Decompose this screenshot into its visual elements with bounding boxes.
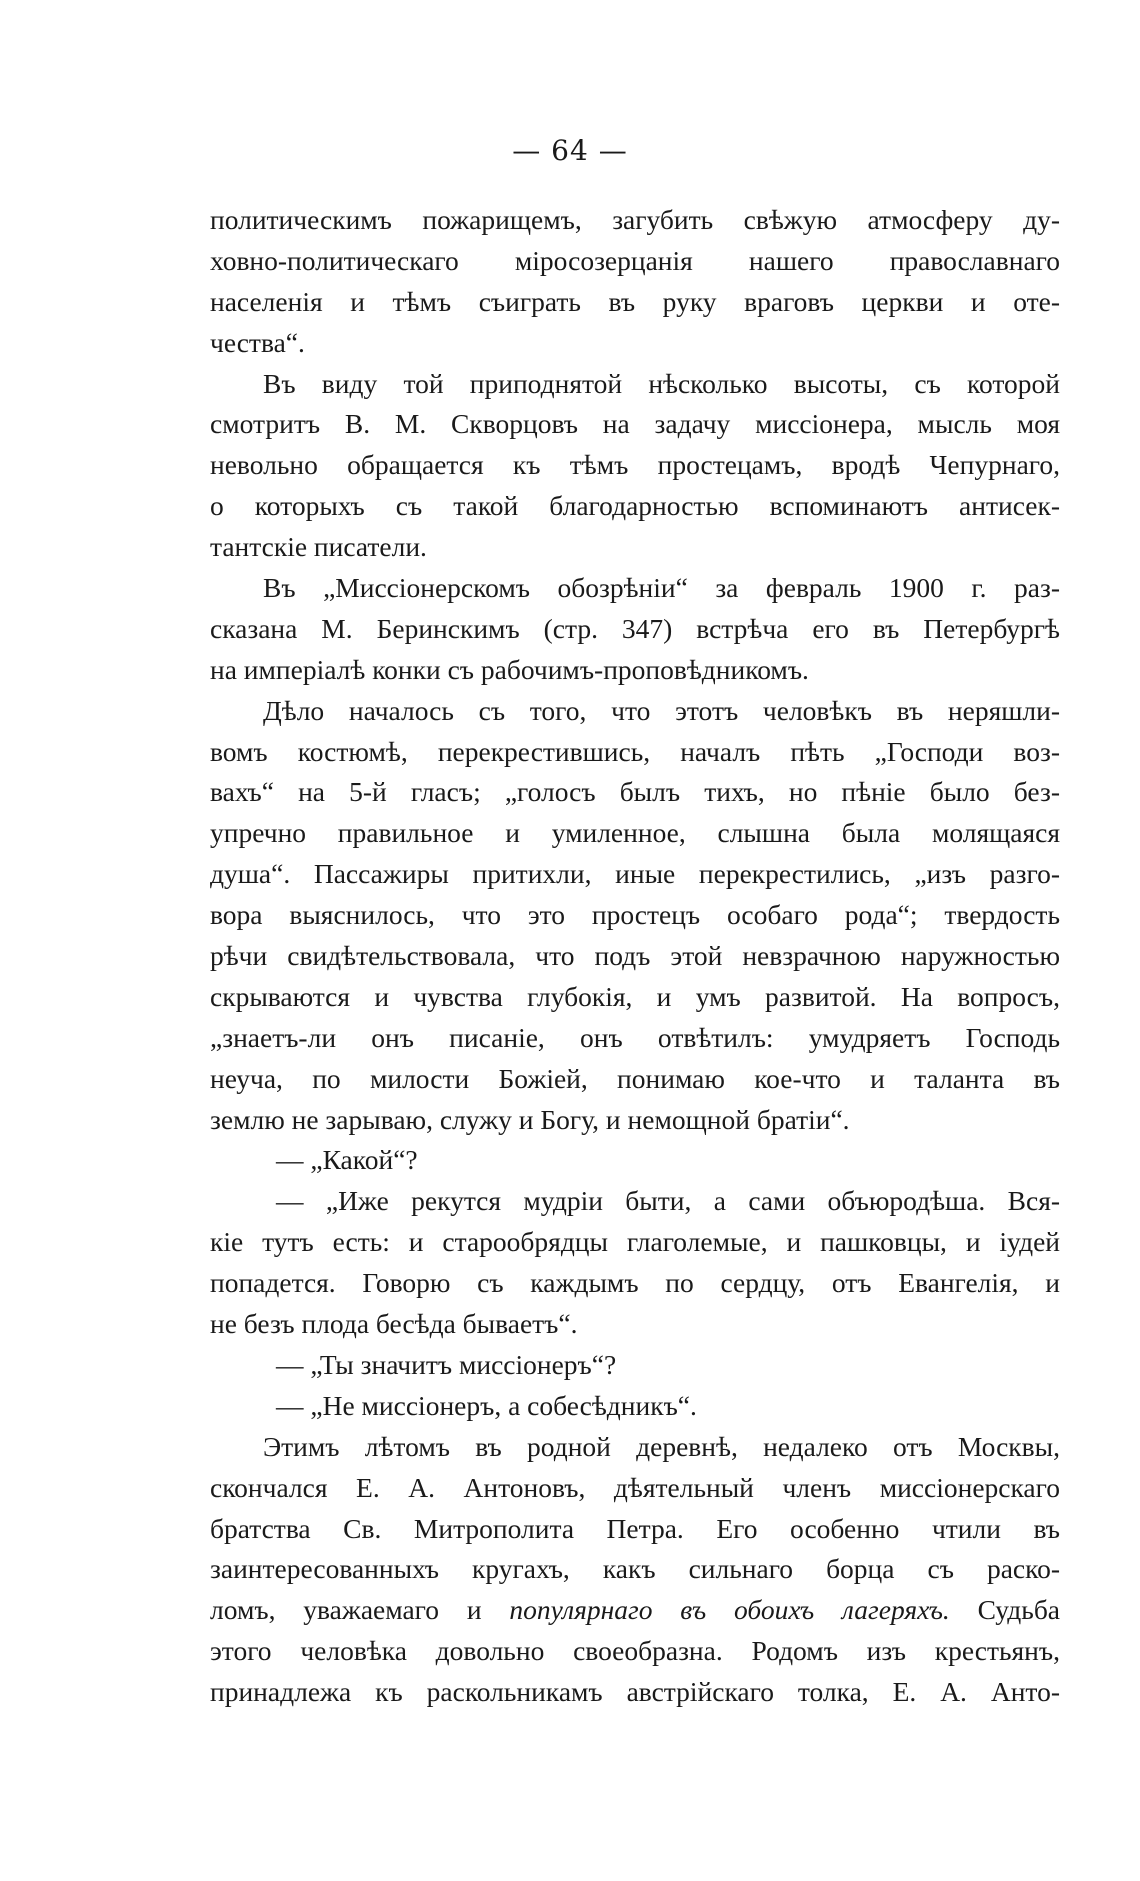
text-line: скончался Е. А. Антоновъ, дѣятельный членъ миссіонерскаго [210,1471,1060,1503]
text-line: невольно обращается къ тѣмъ простецамъ, вродѣ Чепурнаго, [210,449,1060,481]
text-line: Этимъ лѣтомъ въ родной деревнѣ, недалеко отъ Москвы, [263,1430,1060,1462]
text-line: тантскіе писатели. [210,531,427,563]
text-line: сказана М. Беринскимъ (стр. 347) встрѣча его въ Петербургѣ [210,612,1060,644]
text-line: Дѣло началось съ того, что этотъ человѣкъ въ неряшли- [263,694,1060,726]
text-line: чества“. [210,326,305,358]
text-line: — „Иже рекутся мудріи быти, а сами объюродѣша. Вся- [276,1185,1060,1217]
text-line: Въ „Миссіонерскомъ обозрѣніи“ за февраль 1900 г. раз- [263,572,1060,604]
text-line: вора выяснилось, что это простецъ особаго рода“; твердость [210,899,1060,931]
text-line: заинтересованныхъ кругахъ, какъ сильнаго борца съ раско- [210,1553,1060,1585]
text-line: попадется. Говорю съ каждымъ по сердцу, отъ Евангелія, и [210,1267,1060,1299]
text-line: о которыхъ съ такой благодарностью вспоминаютъ антисек- [210,490,1060,522]
text-line: неуча, по милости Божіей, понимаю кое-что и таланта въ [210,1062,1060,1094]
text-line: на имперіалѣ конки съ рабочимъ-проповѣдникомъ. [210,653,809,685]
text-line: этого человѣка довольно своеобразна. Родомъ изъ крестьянъ, [210,1635,1060,1667]
text-line: землю не зарываю, служу и Богу, и немощной братіи“. [210,1103,850,1135]
text-line: ломъ, уважаемаго и популярнаго въ обоихъ лагеряхъ. Судьба [210,1594,1061,1626]
text-line: — „Ты значитъ миссіонеръ“? [276,1348,617,1380]
text-line: принадлежа къ раскольникамъ австрійскаго толка, Е. А. Анто- [210,1676,1060,1708]
text-line: смотритъ В. М. Скворцовъ на задачу миссіонера, мысль моя [210,408,1060,440]
text-line: вахъ“ на 5-й гласъ; „голосъ былъ тихъ, но пѣніе было без- [210,776,1060,808]
text-line: рѣчи свидѣтельствовала, что подъ этой невзрачною наружностью [210,940,1060,972]
text-line: населенія и тѣмъ съиграть въ руку враговъ церкви и оте- [210,285,1060,317]
text-line: не безъ плода бесѣда бываетъ“. [210,1308,578,1340]
text-line: „знаетъ-ли онъ писаніе, онъ отвѣтилъ: умудряетъ Господь [210,1021,1060,1053]
page-number: — 64 — [512,134,628,167]
text-line: Въ виду той приподнятой нѣсколько высоты, съ которой [263,367,1060,399]
text-line: братства Св. Митрополита Петра. Его особенно чтили въ [210,1512,1060,1544]
text-line: — „Не миссіонеръ, а собесѣдникъ“. [276,1389,697,1421]
text-line: вомъ костюмѣ, перекрестившись, началъ пѣть „Господи воз- [210,735,1060,767]
text-line: упречно правильное и умиленное, слышна была молящаяся [210,817,1060,849]
text-line: кіе тутъ есть: и старообрядцы глаголемые, и пашковцы, и іудей [210,1226,1060,1258]
text-line: душа“. Пассажиры притихли, иные перекрестились, „изъ разго- [210,858,1060,890]
text-line: политическимъ пожарищемъ, загубить свѣжую атмосферу ду- [210,204,1060,235]
text-line: ховно-политическаго міросозерцанія нашего православнаго [210,244,1060,276]
body-text [210,200,1060,1713]
text-line: скрываются и чувства глубокія, и умъ развитой. На вопросъ, [210,980,1060,1012]
text-line: — „Какой“? [276,1144,418,1176]
italic-phrase: популярнаго въ обоихъ лагеряхъ. [509,1594,950,1626]
